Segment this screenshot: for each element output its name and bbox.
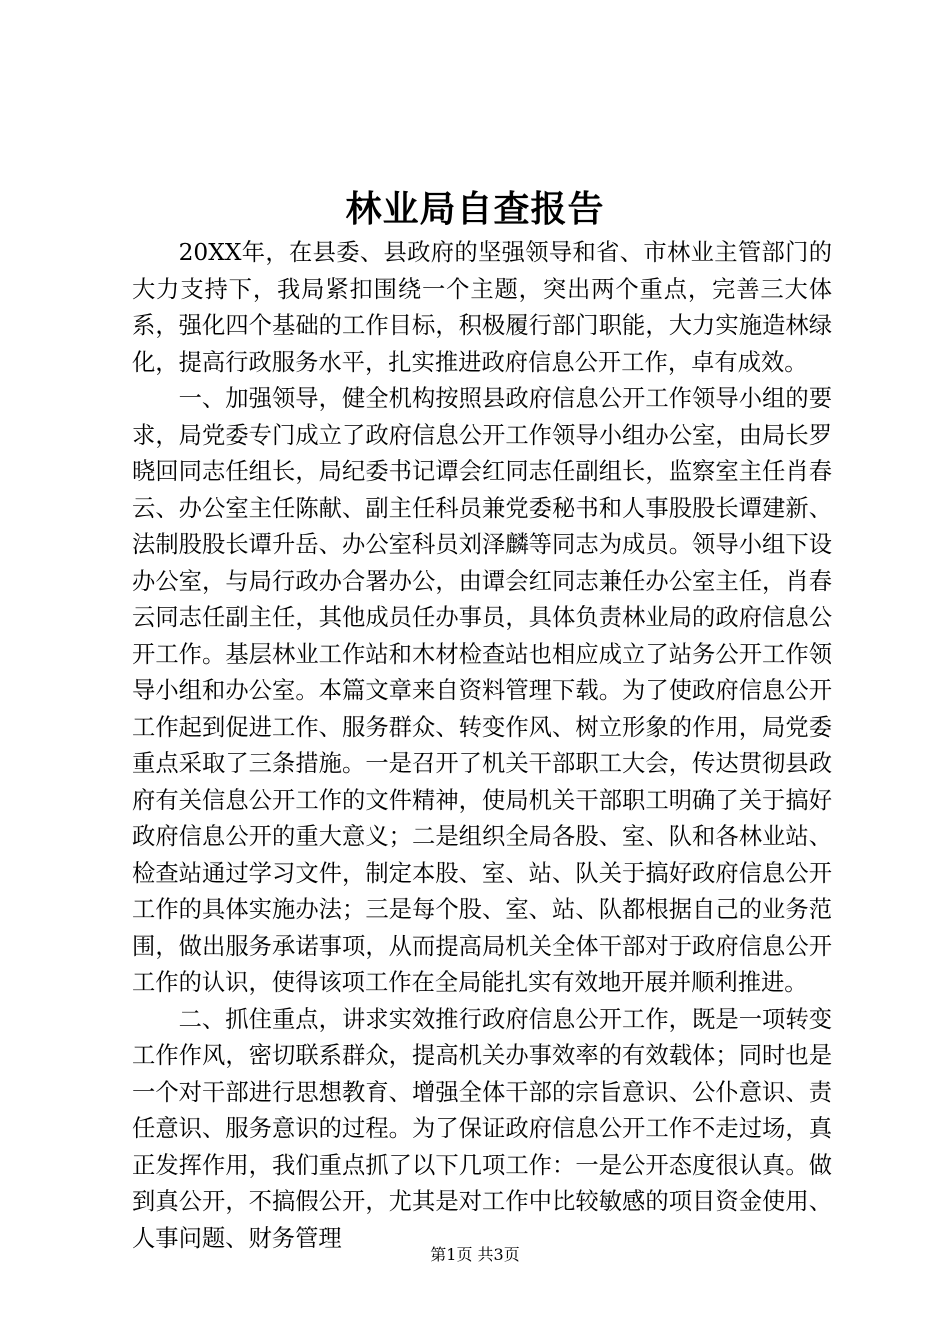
paragraph-section-2: 二、抓住重点，讲求实效推行政府信息公开工作，既是一项转变工作作风，密切联系群众，提高机关办事效率的有效载体；同时也是一个对干部进行思想教育、增强全体干部的宗旨意识、公仆意识、责任意识、服务意识的过程。为了保证政府信息公开工作不走过场，真正发挥作用，我们重点抓了以下几项工作：一是公开态度很认真。做到真公开，不搞假公开，尤其是对工作中比较敏感的项目资金使用、人事问题、财务管理 [132, 1005, 832, 1252]
document-body [132, 235, 832, 1257]
paragraph-intro: 20XX年，在县委、县政府的坚强领导和省、市林业主管部门的大力支持下，我局紧扣围绕一个主题，突出两个重点，完善三大体系，强化四个基础的工作目标，积极履行部门职能，大力实施造林绿化，提高行政服务水平，扎实推进政府信息公开工作，卓有成效。 [132, 239, 832, 376]
paragraph-section-1: 一、加强领导，健全机构按照县政府信息公开工作领导小组的要求，局党委专门成立了政府信息公开工作领导小组办公室，由局长罗晓回同志任组长，局纪委书记谭会红同志任副组长，监察室主任肖春云、办公室主任陈献、副主任科员兼党委秘书和人事股股长谭建新、法制股股长谭升岳、办公室科员刘泽麟等同志为成员。领导小组下设办公室，与局行政办合署办公，由谭会红同志兼任办公室主任，肖春云同志任副主任，其他成员任办事员，具体负责林业局的政府信息公开工作。基层林业工作站和木材检查站也相应成立了站务公开工作领导小组和办公室。本篇文章来自资料管理下载。为了使政府信息公开工作起到促进工作、服务群众、转变作风、树立形象的作用，局党委重点采取了三条措施。一是召开了机关干部职工大会，传达贯彻县政府有关信息公开工作的文件精神，使局机关干部职工明确了关于搞好政府信息公开的重大意义；二是组织全局各股、室、队和各林业站、检查站通过学习文件，制定本股、室、站、队关于搞好政府信息公开工作的具体实施办法；三是每个股、室、站、队都根据自己的业务范围，做出服务承诺事项，从而提高局机关全体干部对于政府信息公开工作的认识，使得该项工作在全局能扎实有效地开展并顺利推进。 [132, 385, 832, 996]
page-footer: 第1页 共3页 [430, 1245, 520, 1264]
document-title: 林业局自查报告 [345, 188, 605, 230]
